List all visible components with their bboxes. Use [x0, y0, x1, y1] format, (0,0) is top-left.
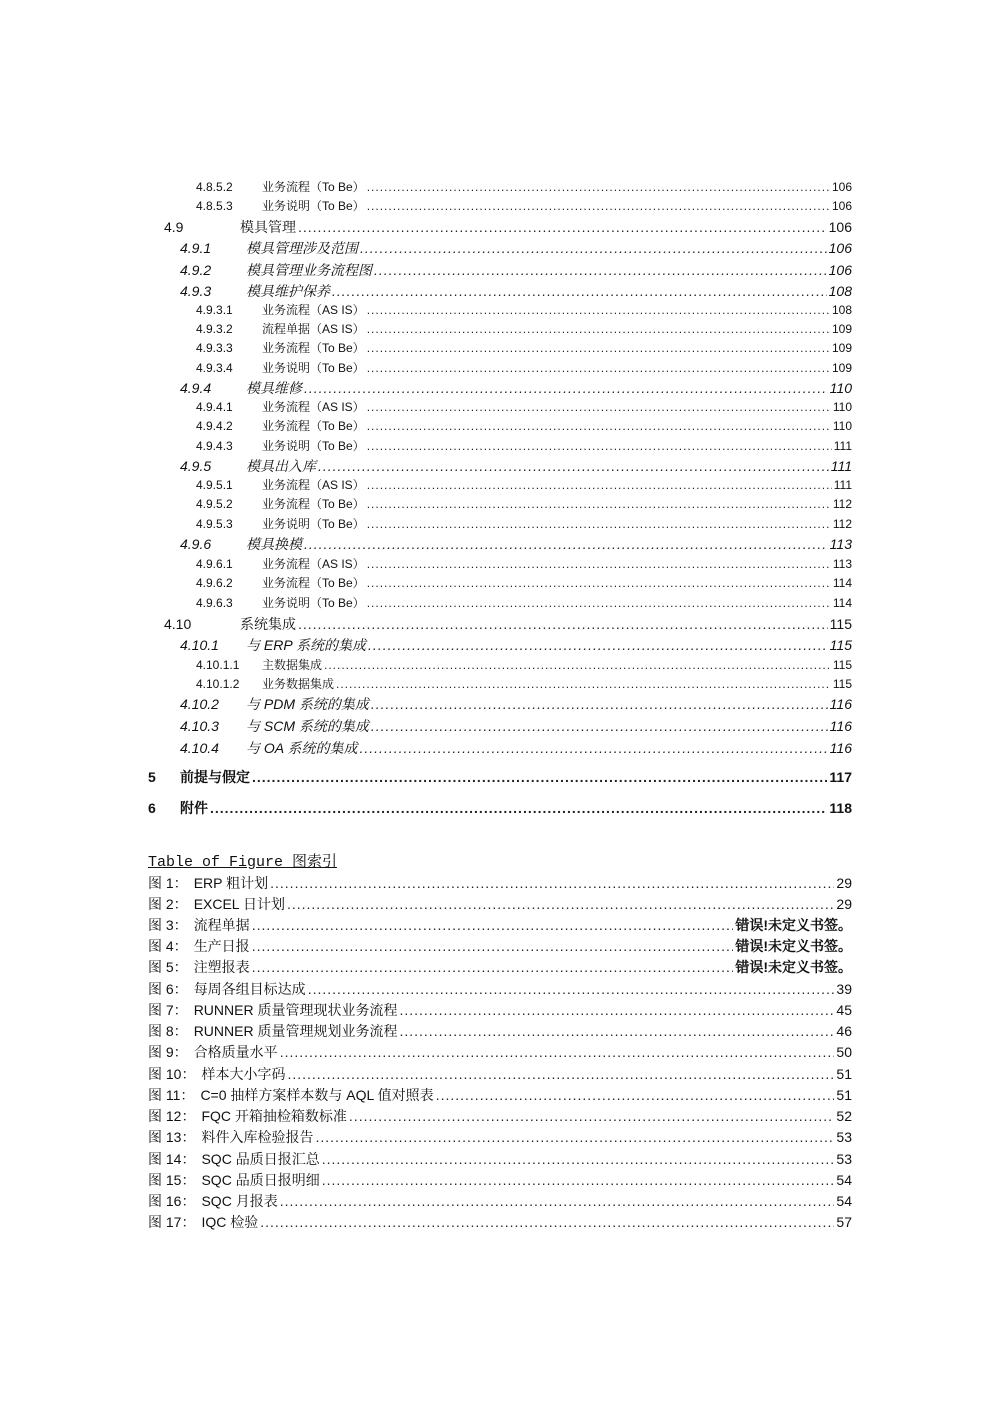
toc-entry-number: 4.10.1.2: [196, 677, 240, 691]
figure-entry-number: 图 12：: [148, 1108, 196, 1124]
figure-entry-number: 图 6：: [148, 981, 188, 997]
figure-entry-page: 57: [836, 1214, 852, 1230]
toc-entry-page: 114: [832, 576, 852, 590]
dot-leader: [298, 616, 828, 632]
dot-leader: [367, 322, 830, 336]
toc-entry-number: 4.9.6.1: [196, 557, 233, 571]
figure-entry-number: 图 2：: [148, 896, 188, 912]
dot-leader: [336, 677, 831, 691]
toc-entry-number: 4.9.4.1: [196, 400, 233, 414]
figure-entry-number: 图 11：: [148, 1087, 195, 1103]
dot-leader: [374, 262, 827, 278]
figure-entry-title: SQC 品质日报明细: [201, 1172, 320, 1188]
toc-entry[interactable]: [180, 694, 852, 715]
toc-entry[interactable]: [180, 238, 852, 259]
toc-entry-number: 4.8.5.2: [196, 180, 233, 194]
toc-entry[interactable]: [196, 476, 852, 495]
figure-entry[interactable]: [148, 1212, 852, 1233]
toc-entry-page: 109: [831, 361, 852, 375]
toc-entry-page: 110: [832, 419, 852, 433]
toc-entry-title: 业务流程（AS IS）: [262, 478, 365, 492]
toc-entry-title: 业务流程（To Be）: [262, 341, 365, 355]
toc-entry[interactable]: [196, 437, 852, 456]
figure-entry-number: 图 17：: [148, 1214, 196, 1230]
toc-entry-number: 4.8.5.3: [196, 199, 233, 213]
dot-leader: [367, 557, 831, 571]
dot-leader: [280, 1193, 835, 1209]
figure-entry-page: 29: [836, 875, 852, 891]
dot-leader: [260, 1214, 834, 1230]
toc-entry-page: 115: [832, 677, 852, 691]
dot-leader: [252, 769, 827, 785]
figure-entry-number: 图 4：: [148, 938, 188, 954]
toc-entry[interactable]: [180, 378, 852, 399]
figure-entry[interactable]: [148, 894, 852, 915]
dot-leader: [367, 596, 831, 610]
toc-entry-title: 模具管理业务流程图: [246, 262, 372, 278]
toc-entry-title: 业务流程（To Be）: [262, 576, 365, 590]
toc-entry-page: 111: [830, 458, 852, 474]
toc-entry-title: 与 SCM 系统的集成: [246, 718, 369, 734]
dot-leader: [287, 896, 834, 912]
toc-entry[interactable]: [196, 675, 852, 694]
dot-leader: [371, 718, 828, 734]
toc-entry-title: 业务数据集成: [262, 677, 335, 691]
toc-entry-number: 4.9.3: [180, 283, 212, 299]
dot-leader: [322, 1172, 835, 1188]
toc-entry[interactable]: [196, 555, 852, 574]
toc-entry[interactable]: [196, 301, 852, 320]
toc-entry-title: 业务流程（To Be）: [262, 497, 365, 511]
toc-entry[interactable]: [196, 594, 852, 613]
toc-entry-page: 106: [831, 180, 852, 194]
dot-leader: [367, 180, 830, 194]
toc-entry[interactable]: [196, 417, 852, 436]
toc-entry-number: 4.9.3.1: [196, 303, 233, 317]
dot-leader: [304, 536, 828, 552]
toc-entry-number: 4.10.3: [180, 718, 219, 734]
dot-leader: [399, 1023, 834, 1039]
figure-entry-title: 生产日报: [193, 938, 250, 954]
toc-entry-page: 116: [829, 718, 852, 734]
toc-entry-title: 与 ERP 系统的集成: [246, 637, 367, 653]
figure-entry-title: 流程单据: [193, 917, 250, 933]
toc-entry-page: 112: [832, 517, 852, 531]
figure-entry-number: 图 8：: [148, 1023, 188, 1039]
toc-entry[interactable]: [180, 738, 852, 759]
toc-entry[interactable]: [196, 398, 852, 417]
dot-leader: [298, 219, 827, 235]
dot-leader: [252, 938, 734, 954]
figure-entry[interactable]: [148, 957, 852, 978]
toc-entry-title: 附件: [180, 800, 208, 816]
figure-entry-title: FQC 开箱抽检箱数标准: [201, 1108, 347, 1124]
toc-entry-page: 112: [832, 497, 852, 511]
dot-leader: [367, 439, 832, 453]
dot-leader: [367, 419, 831, 433]
toc-entry-number: 6: [148, 800, 156, 816]
toc-entry-number: 4.9.4.3: [196, 439, 233, 453]
toc-entry[interactable]: [180, 260, 852, 281]
dot-leader: [324, 658, 831, 672]
figure-entry-page: 46: [836, 1023, 852, 1039]
toc-entry-number: 4.9.4: [180, 380, 212, 396]
toc-entry-title: 业务说明（To Be）: [262, 596, 365, 610]
toc-entry-title: 主数据集成: [262, 658, 323, 672]
figure-entry[interactable]: [148, 1170, 852, 1191]
toc-entry-title: 业务说明（To Be）: [262, 439, 365, 453]
toc-entry-page: 106: [831, 199, 852, 213]
figure-entry[interactable]: [148, 1149, 852, 1170]
figure-entry[interactable]: [148, 1021, 852, 1042]
toc-entry-title: 系统集成: [240, 616, 296, 632]
figure-entry-page: 54: [836, 1193, 852, 1209]
toc-entry-page: 106: [828, 262, 852, 278]
toc-entry[interactable]: [196, 574, 852, 593]
figure-entry-title: EXCEL 日计划: [193, 896, 285, 912]
toc-entry-page: 110: [829, 380, 852, 396]
toc-entry-title: 业务流程（To Be）: [262, 180, 365, 194]
toc-entry[interactable]: [180, 716, 852, 737]
figure-entry[interactable]: [148, 1042, 852, 1063]
figure-entry-title: 每周各组目标达成: [193, 981, 306, 997]
figure-entry[interactable]: [148, 936, 852, 957]
toc-entry-number: 4.9.5.1: [196, 478, 233, 492]
figure-entry-number: 图 9：: [148, 1044, 188, 1060]
dot-leader: [367, 341, 830, 355]
dot-leader: [371, 696, 828, 712]
toc-entry[interactable]: [164, 614, 852, 635]
figure-entry[interactable]: [148, 1191, 852, 1212]
toc-entry-number: 4.9.5: [180, 458, 212, 474]
dot-leader: [318, 458, 829, 474]
figure-entry-title: C=0 抽样方案样本数与 AQL 值对照表: [200, 1087, 434, 1103]
dot-leader: [399, 1002, 834, 1018]
toc-entry-page: 111: [833, 439, 852, 453]
figure-entry-number: 图 10：: [148, 1066, 196, 1082]
figure-entry-page: 51: [836, 1087, 852, 1103]
dot-leader: [308, 981, 835, 997]
dot-leader: [349, 1108, 835, 1124]
figure-entry[interactable]: [148, 1064, 852, 1085]
dot-leader: [368, 637, 828, 653]
dot-leader: [360, 240, 827, 256]
toc-entry-number: 4.9.3.3: [196, 341, 233, 355]
figure-entry-title: 样本大小字码: [201, 1066, 286, 1082]
figure-entry-number: 图 3：: [148, 917, 188, 933]
figure-entry-page: 45: [836, 1002, 852, 1018]
toc-entry[interactable]: [148, 767, 852, 789]
figure-entry-number: 图 16：: [148, 1193, 196, 1209]
toc-entry-number: 4.9.6.3: [196, 596, 233, 610]
figure-entry-page: 51: [836, 1066, 852, 1082]
toc-entry-number: 4.10.1.1: [196, 658, 240, 672]
toc-entry-title: 业务说明（To Be）: [262, 361, 365, 375]
toc-entry[interactable]: [196, 197, 852, 216]
toc-entry[interactable]: [180, 281, 852, 302]
toc-entry-page: 115: [832, 658, 852, 672]
toc-entry-title: 业务流程（To Be）: [262, 419, 365, 433]
toc-entry-title: 与 PDM 系统的集成: [246, 696, 369, 712]
figure-entry-title: RUNNER 质量管理现状业务流程: [193, 1002, 398, 1018]
toc-entry-number: 4.10: [164, 616, 192, 632]
figure-entry[interactable]: [148, 1085, 852, 1106]
toc-entry-page: 110: [832, 400, 852, 414]
dot-leader: [367, 303, 830, 317]
dot-leader: [367, 478, 832, 492]
toc-entry-page: 116: [829, 696, 852, 712]
toc-entry[interactable]: [196, 515, 852, 534]
figure-entry-number: 图 1：: [148, 875, 188, 891]
toc-entry[interactable]: [196, 320, 852, 339]
dot-leader: [367, 199, 830, 213]
dot-leader: [304, 380, 828, 396]
toc-entry-page: 113: [829, 536, 852, 552]
figure-entry-number: 图 15：: [148, 1172, 196, 1188]
toc-entry-page: 117: [829, 769, 852, 785]
figure-entry-title: RUNNER 质量管理规划业务流程: [193, 1023, 398, 1039]
dot-leader: [367, 400, 831, 414]
toc-entry-page: 115: [829, 637, 852, 653]
toc-entry-title: 模具维修: [246, 380, 302, 396]
dot-leader: [287, 1066, 834, 1082]
toc-entry[interactable]: [196, 178, 852, 197]
toc-entry-title: 与 OA 系统的集成: [246, 740, 358, 756]
toc-entry-title: 业务流程（AS IS）: [262, 400, 365, 414]
toc-entry[interactable]: [180, 534, 852, 555]
toc-entry[interactable]: [148, 798, 852, 820]
dot-leader: [367, 497, 831, 511]
toc-entry-title: 模具维护保养: [246, 283, 330, 299]
figure-entry-page: 53: [836, 1151, 852, 1167]
toc-entry[interactable]: [180, 635, 852, 656]
toc-entry-page: 109: [831, 322, 852, 336]
toc-entry-number: 4.9.5.3: [196, 517, 233, 531]
toc-entry-number: 4.9: [164, 219, 184, 235]
toc-entry-title: 模具出入库: [246, 458, 316, 474]
toc-entry-page: 106: [828, 219, 852, 235]
toc-entry[interactable]: [196, 339, 852, 358]
figure-entry-title: SQC 品质日报汇总: [201, 1151, 320, 1167]
toc-entry-title: 流程单据（AS IS）: [262, 322, 365, 336]
figure-entry[interactable]: [148, 979, 852, 1000]
toc-entry-number: 4.9.3.2: [196, 322, 233, 336]
toc-entry[interactable]: [196, 656, 852, 675]
figure-entry-number: 图 13：: [148, 1129, 196, 1145]
figure-entry-title: ERP 粗计划: [193, 875, 269, 891]
figure-entry[interactable]: [148, 1000, 852, 1021]
toc-entry-title: 模具换模: [246, 536, 302, 552]
figure-entry-title: 注塑报表: [193, 959, 250, 975]
toc-entry-number: 4.10.2: [180, 696, 219, 712]
toc-entry-number: 4.9.4.2: [196, 419, 233, 433]
dot-leader: [367, 517, 831, 531]
figure-entry-error: 错误!未定义书签。: [735, 938, 852, 954]
figure-entry[interactable]: [148, 915, 852, 936]
toc-entry-page: 108: [828, 283, 852, 299]
toc-entry-title: 业务流程（AS IS）: [262, 557, 365, 571]
figure-entry-error: 错误!未定义书签。: [735, 917, 852, 933]
figure-entry-title: SQC 月报表: [201, 1193, 278, 1209]
toc-entry[interactable]: [180, 456, 852, 477]
dot-leader: [252, 959, 734, 975]
toc-entry-number: 4.10.1: [180, 637, 219, 653]
toc-entry-number: 4.9.6.2: [196, 576, 233, 590]
toc-entry-title: 业务说明（To Be）: [262, 199, 365, 213]
figure-entry-number: 图 14：: [148, 1151, 196, 1167]
toc-entry-title: 前提与假定: [180, 769, 250, 785]
toc-entry-number: 4.9.1: [180, 240, 212, 256]
figure-entry-number: 图 7：: [148, 1002, 188, 1018]
dot-leader: [315, 1129, 834, 1145]
toc-entry-title: 模具管理涉及范围: [246, 240, 358, 256]
toc-entry-title: 模具管理: [240, 219, 296, 235]
toc-entry[interactable]: [164, 217, 852, 238]
toc-entry-title: 业务说明（To Be）: [262, 517, 365, 531]
toc-entry-page: 109: [831, 341, 852, 355]
toc-entry-page: 111: [833, 478, 852, 492]
figure-entry-title: 合格质量水平: [193, 1044, 278, 1060]
figure-entry-title: 料件入库检验报告: [201, 1129, 314, 1145]
figure-index-title: Table of Figure 图索引: [148, 854, 338, 871]
toc-entry-page: 113: [832, 557, 852, 571]
dot-leader: [322, 1151, 835, 1167]
dot-leader: [360, 740, 828, 756]
toc-entry-number: 4.9.5.2: [196, 497, 233, 511]
toc-entry-title: 业务流程（AS IS）: [262, 303, 365, 317]
toc-entry-page: 118: [829, 800, 852, 816]
dot-leader: [252, 917, 734, 933]
figure-entry-page: 54: [836, 1172, 852, 1188]
dot-leader: [332, 283, 827, 299]
toc-entry-number: 4.9.6: [180, 536, 212, 552]
figure-entry-page: 52: [836, 1108, 852, 1124]
toc-entry[interactable]: [196, 495, 852, 514]
figure-entry-page: 50: [836, 1044, 852, 1060]
toc-entry-page: 108: [831, 303, 852, 317]
dot-leader: [367, 361, 830, 375]
toc-entry-number: 4.10.4: [180, 740, 219, 756]
toc-entry-number: 4.9.3.4: [196, 361, 233, 375]
dot-leader: [280, 1044, 835, 1060]
dot-leader: [270, 875, 834, 891]
toc-entry-page: 115: [829, 616, 852, 632]
toc-entry-page: 106: [828, 240, 852, 256]
figure-entry[interactable]: [148, 873, 852, 894]
figure-entry-error: 错误!未定义书签。: [735, 959, 852, 975]
toc-entry-page: 116: [829, 740, 852, 756]
toc-entry-number: 4.9.2: [180, 262, 212, 278]
figure-entry-number: 图 5：: [148, 959, 188, 975]
figure-entry[interactable]: [148, 1127, 852, 1148]
figure-entry-page: 53: [836, 1129, 852, 1145]
figure-entry-page: 29: [836, 896, 852, 912]
toc-entry-number: 5: [148, 769, 156, 785]
dot-leader: [436, 1087, 835, 1103]
figure-entry[interactable]: [148, 1106, 852, 1127]
dot-leader: [367, 576, 831, 590]
toc-entry[interactable]: [196, 359, 852, 378]
figure-entry-title: IQC 检验: [201, 1214, 259, 1230]
toc-entry-page: 114: [832, 596, 852, 610]
figure-entry-page: 39: [836, 981, 852, 997]
dot-leader: [210, 800, 827, 816]
